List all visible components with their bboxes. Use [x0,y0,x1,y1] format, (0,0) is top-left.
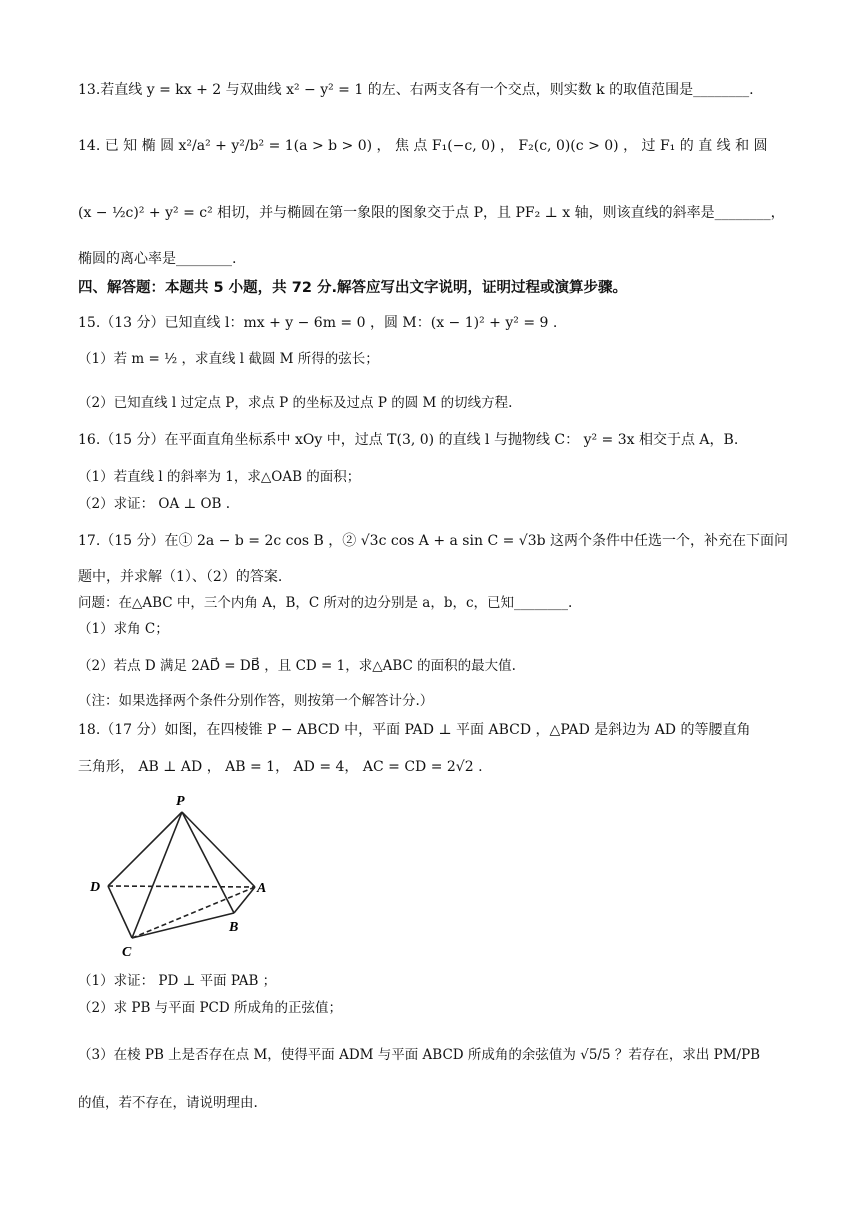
question-18-part-1: （1）求证： PD ⊥ 平面 PAB ； [78,973,277,989]
edge-da-hidden [108,886,255,887]
question-16-part-2: （2）求证： OA ⊥ OB . [78,496,231,512]
question-15: 15.（13 分）已知直线 l：mx + y − 6m = 0 ，圆 M：(x − 1)² + y² = 9 . [78,315,558,331]
edge-pa [182,812,255,887]
question-17-note: （注：如果选择两个条件分别作答，则按第一个解答计分.） [78,693,434,709]
question-14-line-2: (x − ½c)² + y² = c² 相切，并与椭圆在第一象限的图象交于点 P，且 PF₂ ⊥ x 轴，则该直线的斜率是________， [78,205,785,221]
question-16-part-1: （1）若直线 l 的斜率为 1，求△OAB 的面积； [78,469,361,485]
label-c: C [122,945,132,960]
question-17-part-2: （2）若点 D 满足 2AD⃗ = DB⃗ ，且 CD = 1，求△ABC 的面积的最大值. [78,658,516,674]
section-four-heading: 四、解答题：本题共 5 小题，共 72 分.解答应写出文字说明，证明过程或演算步骤。 [78,280,627,296]
label-p: P [176,794,185,809]
question-18-part-3-end: 的值，若不存在，请说明理由. [78,1095,258,1111]
question-18-part-2: （2）求 PB 与平面 PCD 所成角的正弦值； [78,1000,342,1016]
edge-pb [182,812,234,913]
question-18-line-2: 三角形， AB ⊥ AD ， AB = 1， AD = 4， AC = CD = 2√2 . [78,759,483,775]
edge-cb [132,913,234,938]
edge-pd [108,812,182,886]
question-17-problem: 问题：在△ABC 中，三个内角 A，B，C 所对的边分别是 a，b，c，已知________. [78,595,573,611]
question-15-part-2: （2）已知直线 l 过定点 P，求点 P 的坐标及过点 P 的圆 M 的切线方程. [78,395,513,411]
label-b: B [229,920,239,935]
label-a: A [257,881,267,896]
edge-pc [132,812,182,938]
question-18-line-1: 18.（17 分）如图，在四棱锥 P − ABCD 中，平面 PAD ⊥ 平面 ABCD ，△PAD 是斜边为 AD 的等腰直角 [78,722,751,738]
question-17-part-1: （1）求角 C； [78,621,169,637]
question-16: 16.（15 分）在平面直角坐标系中 xOy 中，过点 T(3, 0) 的直线 l 与抛物线 C： y² = 3x 相交于点 A，B. [78,432,739,448]
question-17-line-1: 17.（15 分）在① 2a − b = 2c cos B ，② √3c cos A + a sin C = √3b 这两个条件中任选一个，补充在下面问 [78,533,789,549]
pyramid-figure [80,788,280,960]
edge-dc [108,886,132,938]
label-d: D [90,880,101,895]
question-17-line-2: 题中，并求解（1）、（2）的答案. [78,569,283,585]
question-15-part-1: （1）若 m = ½ ，求直线 l 截圆 M 所得的弦长； [78,351,379,367]
question-14-line-3: 椭圆的离心率是________. [78,251,237,267]
question-13: 13.若直线 y = kx + 2 与双曲线 x² − y² = 1 的左、右两支各有一个交点，则实数 k 的取值范围是________. [78,82,754,98]
question-18-part-3: （3）在棱 PB 上是否存在点 M，使得平面 ADM 与平面 ABCD 所成角的余弦值为 √5/5 ？若存在，求出 PM/PB [78,1047,761,1063]
question-14-line-1: 14. 已 知 椭 圆 x²/a² + y²/b² = 1(a > b > 0) ， 焦 点 F₁(−c, 0) ， F₂(c, 0)(c > 0) ， 过 F₁ 的 直 线 和 圆 [78,138,768,154]
